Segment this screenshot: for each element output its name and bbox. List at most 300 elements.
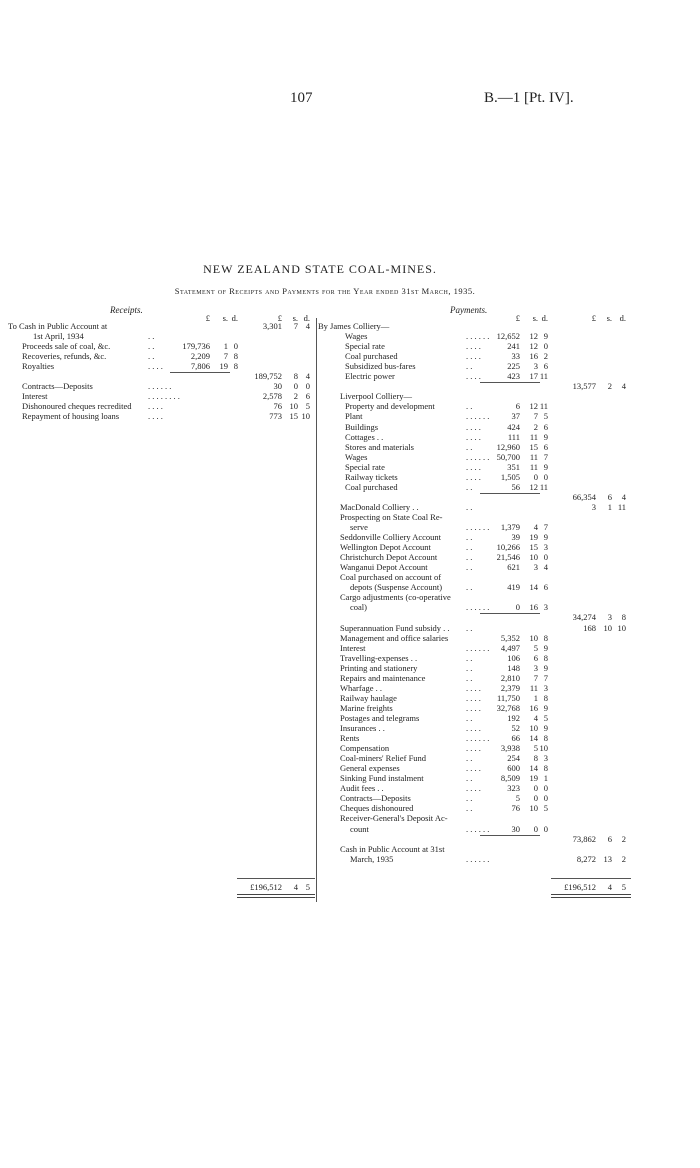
payments-row-s1: 0 <box>533 823 538 834</box>
payments-col-header-pound-1: £ <box>515 313 520 323</box>
payments-row-d1: 6 <box>543 421 548 432</box>
payments-row <box>318 612 638 622</box>
payments-row-label: Contracts—Deposits <box>340 793 411 804</box>
payments-row-s1: 6 <box>533 652 538 663</box>
payments-row-leader: . . . . . . <box>466 602 490 613</box>
statement-title-text: Statement of Receipts and Payments for the Year ended 31st March, 1935. <box>174 286 476 296</box>
payments-row-leader: . . . . <box>466 682 481 693</box>
payments-row-d1: 8 <box>543 763 548 774</box>
payments-row-d2: 4 <box>621 381 626 392</box>
receipts-total-double-rule <box>237 894 315 898</box>
receipts-row-l2: 189,752 <box>254 371 282 381</box>
payments-row <box>318 482 638 492</box>
payments-row-s1: 16 <box>529 602 538 613</box>
payments-row-label: Buildings <box>345 421 379 432</box>
payments-row <box>318 773 638 783</box>
payments-row-d1: 10 <box>539 743 548 754</box>
payments-row-s2: 6 <box>607 491 612 502</box>
receipts-row-label: Dishonoured cheques recredited <box>22 401 132 411</box>
payments-row-leader: . . . . <box>466 351 481 362</box>
receipts-col-header-pound-2: £ <box>277 313 282 323</box>
receipts-row-d2: 6 <box>305 391 310 401</box>
payments-row <box>318 562 638 572</box>
payments-row <box>318 854 638 864</box>
payments-row <box>318 783 638 793</box>
payments-row-d1: 9 <box>543 662 548 673</box>
receipts-col-header-pound-1: £ <box>205 313 210 323</box>
receipts-row-d2: 0 <box>305 381 310 391</box>
payments-row-d1: 9 <box>543 331 548 342</box>
payments-row-d1: 0 <box>543 823 548 834</box>
payments-row-leader: . . <box>466 803 473 814</box>
receipts-row-leader: . . . . <box>148 411 163 421</box>
payments-row-l1: 241 <box>507 341 520 352</box>
payments-row-label: Coal purchased <box>345 481 398 492</box>
receipts-row-label: Interest <box>22 391 48 401</box>
payments-row <box>318 693 638 703</box>
payments-row-leader: . . <box>466 672 473 683</box>
page-title: NEW ZEALAND STATE COAL-MINES. <box>203 262 437 276</box>
payments-row-label: Management and office salaries <box>340 632 449 643</box>
payments-row-label: Wellington Depot Account <box>340 542 431 553</box>
payments-row-leader: . . . . <box>466 461 481 472</box>
payments-row-l1: 351 <box>507 461 520 472</box>
receipts-row-s1: 1 <box>223 341 228 351</box>
payments-row-l1: 11,750 <box>496 692 520 703</box>
payments-row <box>318 824 638 834</box>
payments-row <box>318 623 638 633</box>
payments-row-leader: . . <box>466 773 473 784</box>
payments-row <box>318 462 638 472</box>
payments-row-label: Railway tickets <box>345 471 398 482</box>
payments-row-l1: 50,700 <box>496 451 520 462</box>
receipts-row-s2: 7 <box>293 321 298 331</box>
payments-row-s1: 11 <box>529 431 538 442</box>
payments-row-leader: . . . . <box>466 341 481 352</box>
payments-row-s1: 14 <box>529 733 538 744</box>
payments-row-s1: 2 <box>533 421 538 432</box>
payments-row-l1: 323 <box>507 783 520 794</box>
payments-row-s1: 19 <box>529 532 538 543</box>
payments-row <box>318 763 638 773</box>
payments-row-label: Wages <box>345 331 368 342</box>
receipts-row-l1: 179,736 <box>182 341 210 351</box>
payments-row-leader: . . . . <box>466 431 481 442</box>
payments-row-leader: . . . . . . <box>466 642 490 653</box>
payments-row-l1: 21,546 <box>496 552 520 563</box>
payments-row-label: Christchurch Depot Account <box>340 552 438 563</box>
payments-row-label: Wharfage . . <box>340 682 383 693</box>
payments-row-label: Property and development <box>345 401 435 412</box>
payments-row-s1: 16 <box>529 702 538 713</box>
receipts-row-label: Royalties <box>22 361 55 371</box>
payments-row-d1: 2 <box>543 351 548 362</box>
statement-title <box>0 286 650 297</box>
payments-row-s1: 15 <box>529 542 538 553</box>
payments-row-s1: 14 <box>529 582 538 593</box>
receipts-row <box>8 331 308 341</box>
payments-row-label: Subsidized bus-fares <box>345 361 416 372</box>
payments-row-d1: 3 <box>543 542 548 553</box>
payments-row-leader: . . <box>466 542 473 553</box>
payments-row-leader: . . . . . . <box>466 411 490 422</box>
payments-row-label: Seddonville Colliery Account <box>340 532 442 543</box>
payments-row-l1: 76 <box>511 803 520 814</box>
payments-row-l1: 423 <box>507 371 520 382</box>
payments-row <box>318 713 638 723</box>
receipts-row-d2: 4 <box>305 321 310 331</box>
receipts-row-leader: . . <box>148 331 155 341</box>
payments-row-l1: 0 <box>515 602 520 613</box>
payments-row-leader: . . . . <box>466 763 481 774</box>
payments-row-l2: 3 <box>591 501 596 512</box>
payments-total-rule-top <box>551 878 631 879</box>
payments-row-l1: 600 <box>507 763 520 774</box>
receipts-col-header-shilling-1: s. <box>222 313 228 323</box>
receipts-row-d1: 8 <box>233 361 238 371</box>
payments-row-l1: 4,497 <box>500 642 520 653</box>
payments-row-leader: . . <box>466 361 473 372</box>
payments-row-label: Interest <box>340 642 366 653</box>
payments-row-s1: 19 <box>529 773 538 784</box>
payments-row-label: Superannuation Fund subsidy . . <box>340 622 450 633</box>
payments-row <box>318 391 638 401</box>
payments-row-d1: 11 <box>539 481 548 492</box>
payments-row-label: Cash in Public Account at 31st <box>340 843 445 854</box>
payments-row-l1: 37 <box>511 411 520 422</box>
payments-row-label: Travelling-expenses . . <box>340 652 418 663</box>
payments-row-label: serve <box>350 522 368 532</box>
payments-row-d1: 3 <box>543 753 548 764</box>
payments-row-s2: 3 <box>607 612 612 623</box>
payments-row-leader: . . <box>466 532 473 543</box>
payments-row <box>318 472 638 482</box>
payments-row-leader: . . <box>466 662 473 673</box>
payments-row-label: Sinking Fund instalment <box>340 773 424 784</box>
payments-row-label: Wages <box>345 451 368 462</box>
payments-row-d1: 0 <box>543 783 548 794</box>
payments-row <box>318 803 638 813</box>
receipts-total-row <box>8 882 308 892</box>
receipts-row-l1: 2,209 <box>190 351 210 361</box>
payments-row-s2: 6 <box>607 833 612 844</box>
payments-row-label: count <box>350 823 369 834</box>
payments-row-leader: . . <box>466 793 473 804</box>
receipts-total-shillings: 4 <box>293 882 298 892</box>
payments-row-d1: 8 <box>543 632 548 643</box>
payments-row <box>318 834 638 844</box>
receipts-row-label: Recoveries, refunds, &c. <box>22 351 107 361</box>
payments-row-s1: 12 <box>529 481 538 492</box>
payments-row-label: March, 1935 <box>350 853 394 864</box>
payments-row-s1: 10 <box>529 723 538 733</box>
payments-row-leader: . . <box>466 562 473 573</box>
payments-row <box>318 753 638 763</box>
payments-row-d1: 5 <box>543 411 548 422</box>
payments-row-d1: 0 <box>543 552 548 563</box>
payments-row <box>318 643 638 653</box>
receipts-col-header-pence-2: d. <box>303 313 310 323</box>
payments-row <box>318 723 638 733</box>
payments-row-s1: 12 <box>529 331 538 342</box>
payments-row-d1: 5 <box>543 803 548 814</box>
payments-row <box>318 321 638 331</box>
payments-row-label: Plant <box>345 411 363 422</box>
payments-row-l1: 254 <box>507 753 520 764</box>
payments-row-l2: 73,862 <box>572 833 596 844</box>
payments-row-leader: . . <box>466 501 473 512</box>
payments-row-leader: . . . . <box>466 743 481 754</box>
payments-row-leader: . . <box>466 622 473 633</box>
payments-row-l1: 12,960 <box>496 441 520 452</box>
payments-row-leader: . . <box>466 753 473 764</box>
payments-row-l1: 56 <box>511 481 520 492</box>
payments-row <box>318 532 638 542</box>
payments-row-label: Cheques dishonoured <box>340 803 414 814</box>
payments-row-d1: 6 <box>543 582 548 593</box>
receipts-row-d2: 4 <box>305 371 310 381</box>
payments-row-l1: 10,266 <box>496 542 520 553</box>
payments-row-d1: 7 <box>543 672 548 683</box>
payments-row-label: Marine freights <box>340 702 393 713</box>
receipts-row-leader: . . . . <box>148 361 163 371</box>
payments-row-l1: 2,810 <box>500 672 520 683</box>
payments-row-s1: 14 <box>529 763 538 774</box>
payments-row-d1: 9 <box>543 431 548 442</box>
receipts-row-l2: 773 <box>269 411 282 421</box>
payments-row-l1: 621 <box>507 562 520 573</box>
receipts-row-l2: 3,301 <box>262 321 282 331</box>
receipts-row <box>8 371 308 381</box>
payments-row-d1: 0 <box>543 793 548 804</box>
receipts-heading: Receipts. <box>110 305 143 315</box>
payments-row-label: Special rate <box>345 461 385 472</box>
payments-row-leader: . . <box>466 401 473 412</box>
payments-row-l2: 168 <box>583 622 596 633</box>
payments-row-label: Postages and telegrams <box>340 712 420 723</box>
payments-row-s1: 3 <box>533 562 538 573</box>
payments-row <box>318 743 638 753</box>
receipts-row-l1: 7,806 <box>190 361 210 371</box>
payments-row-l1: 30 <box>511 823 520 834</box>
receipts-row-d1: 8 <box>233 351 238 361</box>
receipts-row <box>8 391 308 401</box>
payments-row-leader: . . . . <box>466 702 481 713</box>
receipts-row-s1: 19 <box>219 361 228 371</box>
receipts-row-leader: . . . . . . . . <box>148 391 180 401</box>
payments-row-s1: 1 <box>533 692 538 703</box>
payments-row-label: Rents <box>340 733 360 744</box>
receipts-row-l2: 76 <box>273 401 282 411</box>
payments-row <box>318 653 638 663</box>
payments-row-l1: 3,938 <box>500 743 520 754</box>
payments-row-leader: . . <box>466 552 473 563</box>
receipts-row-d1: 0 <box>233 341 238 351</box>
payments-row-leader: . . . . <box>466 783 481 794</box>
payments-row-s1: 5 <box>533 642 538 653</box>
receipts-row-s2: 2 <box>293 391 298 401</box>
payments-row-l2: 66,354 <box>572 491 596 502</box>
payments-row-leader: . . . . . . <box>466 451 490 462</box>
receipts-total-pounds: £196,512 <box>250 882 282 892</box>
receipts-col-header-shilling-2: s. <box>292 313 298 323</box>
payments-row <box>318 371 638 381</box>
payments-row-label: MacDonald Colliery . . <box>340 501 419 512</box>
receipts-row-label: To Cash in Public Account at <box>8 321 108 331</box>
payments-row-leader: . . . . . . <box>466 331 490 342</box>
payments-row <box>318 572 638 582</box>
payments-row <box>318 331 638 341</box>
payments-row <box>318 512 638 522</box>
payments-row-l1: 5,352 <box>500 632 520 643</box>
payments-row-s1: 11 <box>529 682 538 693</box>
payments-row-d2: 11 <box>617 501 626 512</box>
payments-row <box>318 542 638 552</box>
payments-row <box>318 502 638 512</box>
payments-row <box>318 602 638 612</box>
payments-row-s1: 10 <box>529 552 538 563</box>
payments-row-d1: 9 <box>543 532 548 543</box>
payments-row-d1: 11 <box>539 401 548 412</box>
payments-row-label: Liverpool Colliery— <box>340 391 413 402</box>
payments-row <box>318 422 638 432</box>
payments-row-s1: 5 <box>533 743 538 754</box>
receipts-row-d2: 5 <box>305 401 310 411</box>
receipts-row-s1: 7 <box>223 351 228 361</box>
receipts-row-label: Contracts—Deposits <box>22 381 93 391</box>
payments-row-s1: 10 <box>529 803 538 814</box>
payments-row-d1: 8 <box>543 692 548 703</box>
payments-row-l1: 111 <box>507 431 520 442</box>
payments-row-leader: . . . . . . <box>466 853 490 864</box>
payments-total-shillings: 4 <box>607 882 612 892</box>
payments-row-d1: 9 <box>543 461 548 472</box>
receipts-row <box>8 351 308 361</box>
receipts-row-d2: 10 <box>301 411 310 421</box>
payments-row <box>318 733 638 743</box>
payments-row-s1: 3 <box>533 361 538 372</box>
payments-row-l1: 6 <box>515 401 520 412</box>
payments-row-d1: 8 <box>543 733 548 744</box>
receipts-row <box>8 321 308 331</box>
payments-row-leader: . . <box>466 441 473 452</box>
payments-row-leader: . . . . <box>466 371 481 382</box>
payments-row-l1: 8,509 <box>500 773 520 784</box>
payments-row-l1: 52 <box>511 723 520 733</box>
payments-row-l1: 12,652 <box>496 331 520 342</box>
payments-row <box>318 813 638 823</box>
payments-row-l1: 1,379 <box>500 522 520 532</box>
document-reference: B.—1 [Pt. IV]. <box>484 90 574 106</box>
payments-row-s1: 15 <box>529 441 538 452</box>
payments-row <box>318 793 638 803</box>
payments-row-l1: 225 <box>507 361 520 372</box>
page-number: 107 <box>290 90 313 106</box>
receipts-row-l2: 30 <box>273 381 282 391</box>
receipts-row <box>8 361 308 371</box>
payments-row-s1: 10 <box>529 632 538 643</box>
payments-total-pence: 5 <box>621 882 626 892</box>
payments-row-label: Stores and materials <box>345 441 414 452</box>
payments-row <box>318 673 638 683</box>
payments-row <box>318 683 638 693</box>
payments-row-s2: 13 <box>603 853 612 864</box>
receipts-row <box>8 341 308 351</box>
receipts-row <box>8 381 308 391</box>
payments-row <box>318 492 638 502</box>
payments-row-l1: 39 <box>511 532 520 543</box>
payments-row <box>318 582 638 592</box>
payments-row-s2: 1 <box>607 501 612 512</box>
payments-row-leader: . . . . <box>466 723 481 733</box>
receipts-row-leader: . . . . . . <box>148 381 172 391</box>
payments-row-label: Insurances . . <box>340 723 385 733</box>
payments-row-s1: 4 <box>533 522 538 532</box>
payments-row-d1: 3 <box>543 682 548 693</box>
payments-row-l1: 106 <box>507 652 520 663</box>
payments-row-d1: 11 <box>539 371 548 382</box>
payments-row-s2: 2 <box>607 381 612 392</box>
payments-row-l1: 1,505 <box>500 471 520 482</box>
payments-row-d2: 2 <box>621 853 626 864</box>
payments-row-d1: 8 <box>543 652 548 663</box>
receipts-row-s2: 0 <box>293 381 298 391</box>
receipts-total-pence: 5 <box>305 882 310 892</box>
payments-row-l1: 33 <box>511 351 520 362</box>
payments-row-leader: . . . . . . <box>466 522 490 532</box>
payments-total-row <box>318 882 638 892</box>
payments-row <box>318 703 638 713</box>
payments-row-d1: 7 <box>543 451 548 462</box>
payments-row <box>318 341 638 351</box>
payments-row <box>318 381 638 391</box>
payments-col-header-pence-1: d. <box>541 313 548 323</box>
receipts-row-leader: . . <box>148 351 155 361</box>
payments-row <box>318 452 638 462</box>
payments-row-s1: 17 <box>529 371 538 382</box>
payments-row-l1: 32,768 <box>496 702 520 713</box>
payments-row <box>318 844 638 854</box>
payments-row-leader: . . <box>466 712 473 723</box>
receipts-row-s2: 8 <box>293 371 298 381</box>
payments-row-label: depots (Suspense Account) <box>350 582 443 593</box>
payments-row <box>318 522 638 532</box>
payments-row-s1: 16 <box>529 351 538 362</box>
payments-row-d2: 4 <box>621 491 626 502</box>
payments-total-pounds: £196,512 <box>564 882 596 892</box>
payments-row-s1: 12 <box>529 341 538 352</box>
payments-row-s1: 0 <box>533 471 538 482</box>
payments-row-leader: . . . . . . <box>466 823 490 834</box>
payments-row-label: Electric power <box>345 371 395 382</box>
payments-row-leader: . . . . . . <box>466 733 490 744</box>
payments-row-d1: 6 <box>543 361 548 372</box>
receipts-row-s2: 10 <box>289 401 298 411</box>
receipts-row-l2: 2,578 <box>262 391 282 401</box>
payments-col-header-shilling-2: s. <box>606 313 612 323</box>
payments-row-d1: 9 <box>543 702 548 713</box>
payments-row-s1: 7 <box>533 411 538 422</box>
payments-row-l1: 2,379 <box>500 682 520 693</box>
payments-row-leader: . . <box>466 652 473 663</box>
payments-heading: Payments. <box>450 305 488 315</box>
receipts-col-header-pence-1: d. <box>231 313 238 323</box>
payments-row-l2: 13,577 <box>572 381 596 392</box>
payments-row-label: Special rate <box>345 341 385 352</box>
payments-row-leader: . . <box>466 582 473 593</box>
payments-row-s2: 10 <box>603 622 612 633</box>
payments-row-l1: 148 <box>507 662 520 673</box>
